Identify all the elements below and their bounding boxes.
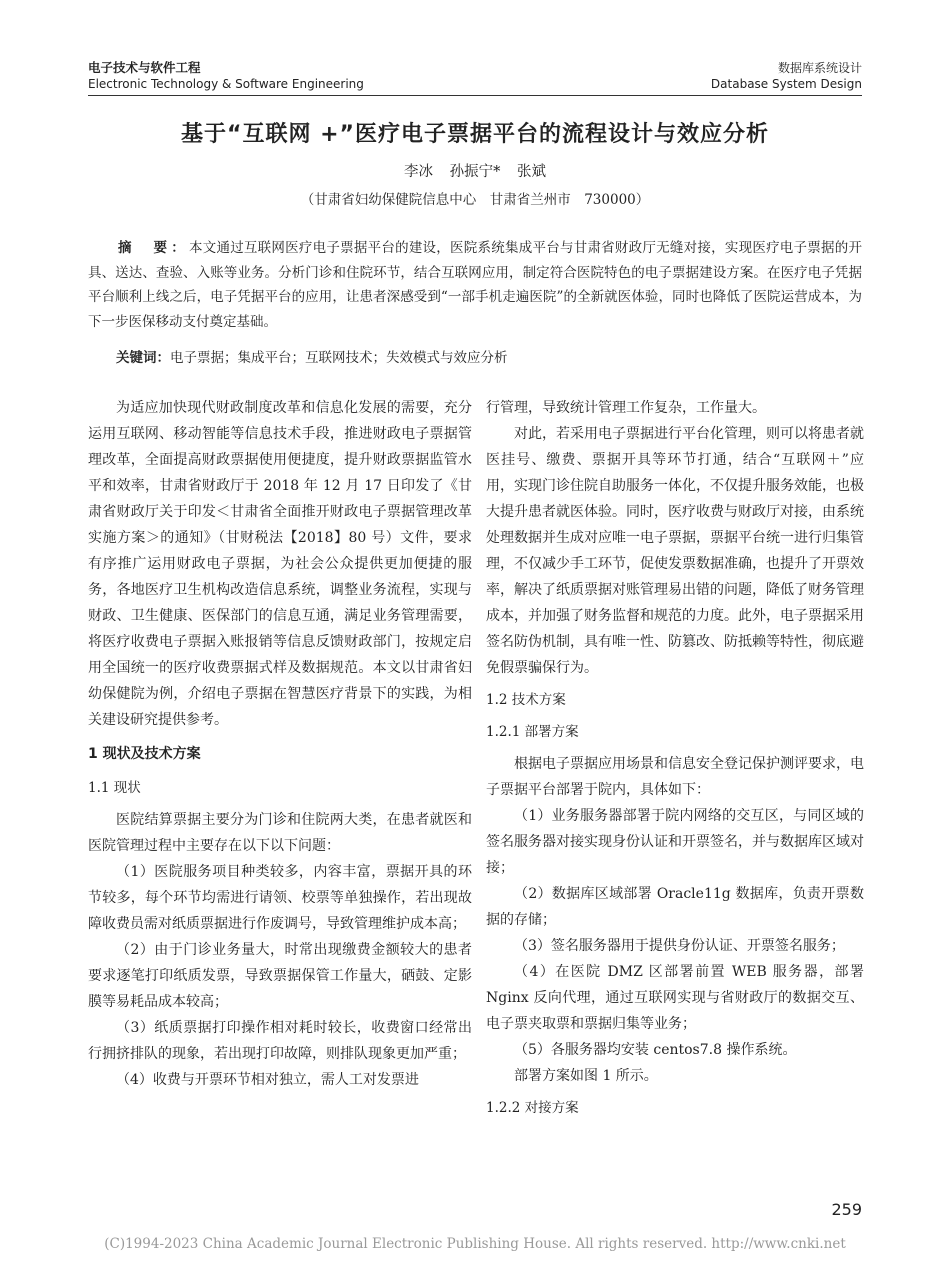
body-paragraph: 医院结算票据主要分为门诊和住院两大类，在患者就医和医院管理过程中主要存在以下以下问题： [88,812,472,854]
abstract-label: 摘 要： [118,240,189,256]
keywords-text: 电子票据；集成平台；互联网技术；失效模式与效应分析 [170,350,508,366]
section-name-en: Database System Design [710,77,862,91]
journal-header [88,60,364,92]
body-paragraph: （3）签名服务器用于提供身份认证、开票签名服务； [514,938,845,954]
author-name: 张斌 [516,164,546,180]
body-paragraph: 对此，若采用电子票据进行平台化管理，则可以将患者就医挂号、缴费、票据开具等环节打通，结合“互联网＋”应用，实现门诊住院自助服务一体化，不仅提升服务效能，也极大提升患者就医体验。同时，医疗收费与财政厅对接，由系统处理数据并生成对应唯一电子票据，票据平台统一进行归集管理，不仅减少手工环节，促使发票数据准确，也提升了开票效率，解决了纸质票据对账管理易出错的问题，降低了财务管理成本，并加强了财务监督和规范的力度。此外，电子票据采用签名防伪机制，具有唯一性、防篡改、防抵赖等特性，彻底避免假票骗保行为。 [486,426,864,676]
body-paragraph: 根据电子票据应用场景和信息安全登记保护测评要求，电子票据平台部署于院内，具体如下： [486,756,864,798]
abstract-text: 本文通过互联网医疗电子票据平台的建设，医院系统集成平台与甘肃省财政厅无缝对接，实现医疗电子票据的开具、送达、查验、入账等业务。分析门诊和住院环节，结合互联网应用，制定符合医院特色的电子票据建设方案。在医疗电子凭据平台顺利上线之后，电子凭据平台的应用，让患者深感受到“一部手机走遍医院”的全新就医体验，同时也降低了医院运营成本，为下一步医保移动支付奠定基础。 [88,240,863,330]
page-number: 259 [831,1200,862,1219]
right-column [486,395,864,1127]
subsubsection-heading: 1.2.1 部署方案 [486,724,579,740]
body-paragraph: （4）收费与开票环节相对独立，需人工对发票进 [116,1072,419,1088]
body-paragraph: 行管理，导致统计管理工作复杂，工作量大。 [486,400,766,416]
author-list [0,160,950,181]
paper-title: 基于“互联网 +”医疗电子票据平台的流程设计与效应分析 [180,122,769,147]
author-name: 李冰 [404,164,434,180]
affiliation: （甘肃省妇幼保健院信息中心 甘肃省兰州市 730000） [300,192,650,208]
body-paragraph: （1）医院服务项目种类较多，内容丰富，票据开具的环节较多，每个环节均需进行请领、校票等单独操作，若出现故障收费员需对纸质票据进行作废调号，导致管理维护成本高； [88,864,472,932]
body-paragraph: （3）纸质票据打印操作相对耗时较长，收费窗口经常出行拥挤排队的现象，若出现打印故障，则排队现象更加严重； [88,1020,472,1062]
copyright-notice: (C)1994-2023 China Academic Journal Electronic Publishing House. All rights reserved. http://www.cnki.net [104,1236,846,1252]
journal-name-cn: 电子技术与软件工程 [88,60,201,75]
subsection-heading: 1.2 技术方案 [486,692,566,708]
abstract [88,236,862,334]
body-paragraph: （5）各服务器均安装 centos7.8 操作系统。 [514,1042,797,1058]
body-paragraph: （2）由于门诊业务量大，时常出现缴费金额较大的患者要求逐笔打印纸质发票，导致票据保管工作量大，硒鼓、定影膜等易耗品成本较高； [88,942,472,1010]
body-paragraph: （2）数据库区域部署 Oracle11g 数据库，负责开票数据的存储； [486,886,864,928]
section-header [711,60,862,92]
subsubsection-heading: 1.2.2 对接方案 [486,1100,579,1116]
subsection-heading: 1.1 现状 [88,780,141,796]
journal-name-en: Electronic Technology & Software Engineering [88,77,364,91]
author-name: 孙振宁* [449,164,501,180]
keywords [116,348,862,368]
header-divider [88,95,862,96]
body-paragraph: （4）在医院 DMZ 区部署前置 WEB 服务器，部署 Nginx 反向代理，通过互联网实现与省财政厅的数据交互、电子票夹取票和票据归集等业务； [486,964,864,1032]
body-paragraph: 部署方案如图 1 所示。 [514,1068,658,1084]
keywords-label: 关键词： [116,350,170,366]
body-paragraph: （1）业务服务器部署于院内网络的交互区，与同区域的签名服务器对接实现身份认证和开票签名，并与数据库区域对接； [486,808,864,876]
section-heading: 1 现状及技术方案 [88,746,201,762]
section-name-cn: 数据库系统设计 [777,61,862,75]
intro-paragraph: 为适应加快现代财政制度改革和信息化发展的需要，充分运用互联网、移动智能等信息技术手段，推进财政电子票据管理改革，全面提高财政票据使用便捷度，提升财政票据监管水平和效率，甘肃省财政厅于 2018 年 12 月 17 日印发了《甘肃省财政厅关于印发＜甘肃省全面推开财政电子票据管理改革实施方案＞的通知》（甘财税法【2018】80 号）文件，要求有序推广运用财政电子票据，为社会公众提供更加便捷的服务，各地医疗卫生机构改造信息系统，调整业务流程，实现与财政、卫生健康、医保部门的信息互通，满足业务管理需要，将医疗收费电子票据入账报销等信息反馈财政部门，按规定启用全国统一的医疗收费票据式样及数据规范。本文以甘肃省妇幼保健院为例，介绍电子票据在智慧医疗背景下的实践，为相关建设研究提供参考。 [88,400,472,728]
left-column [88,395,472,1093]
